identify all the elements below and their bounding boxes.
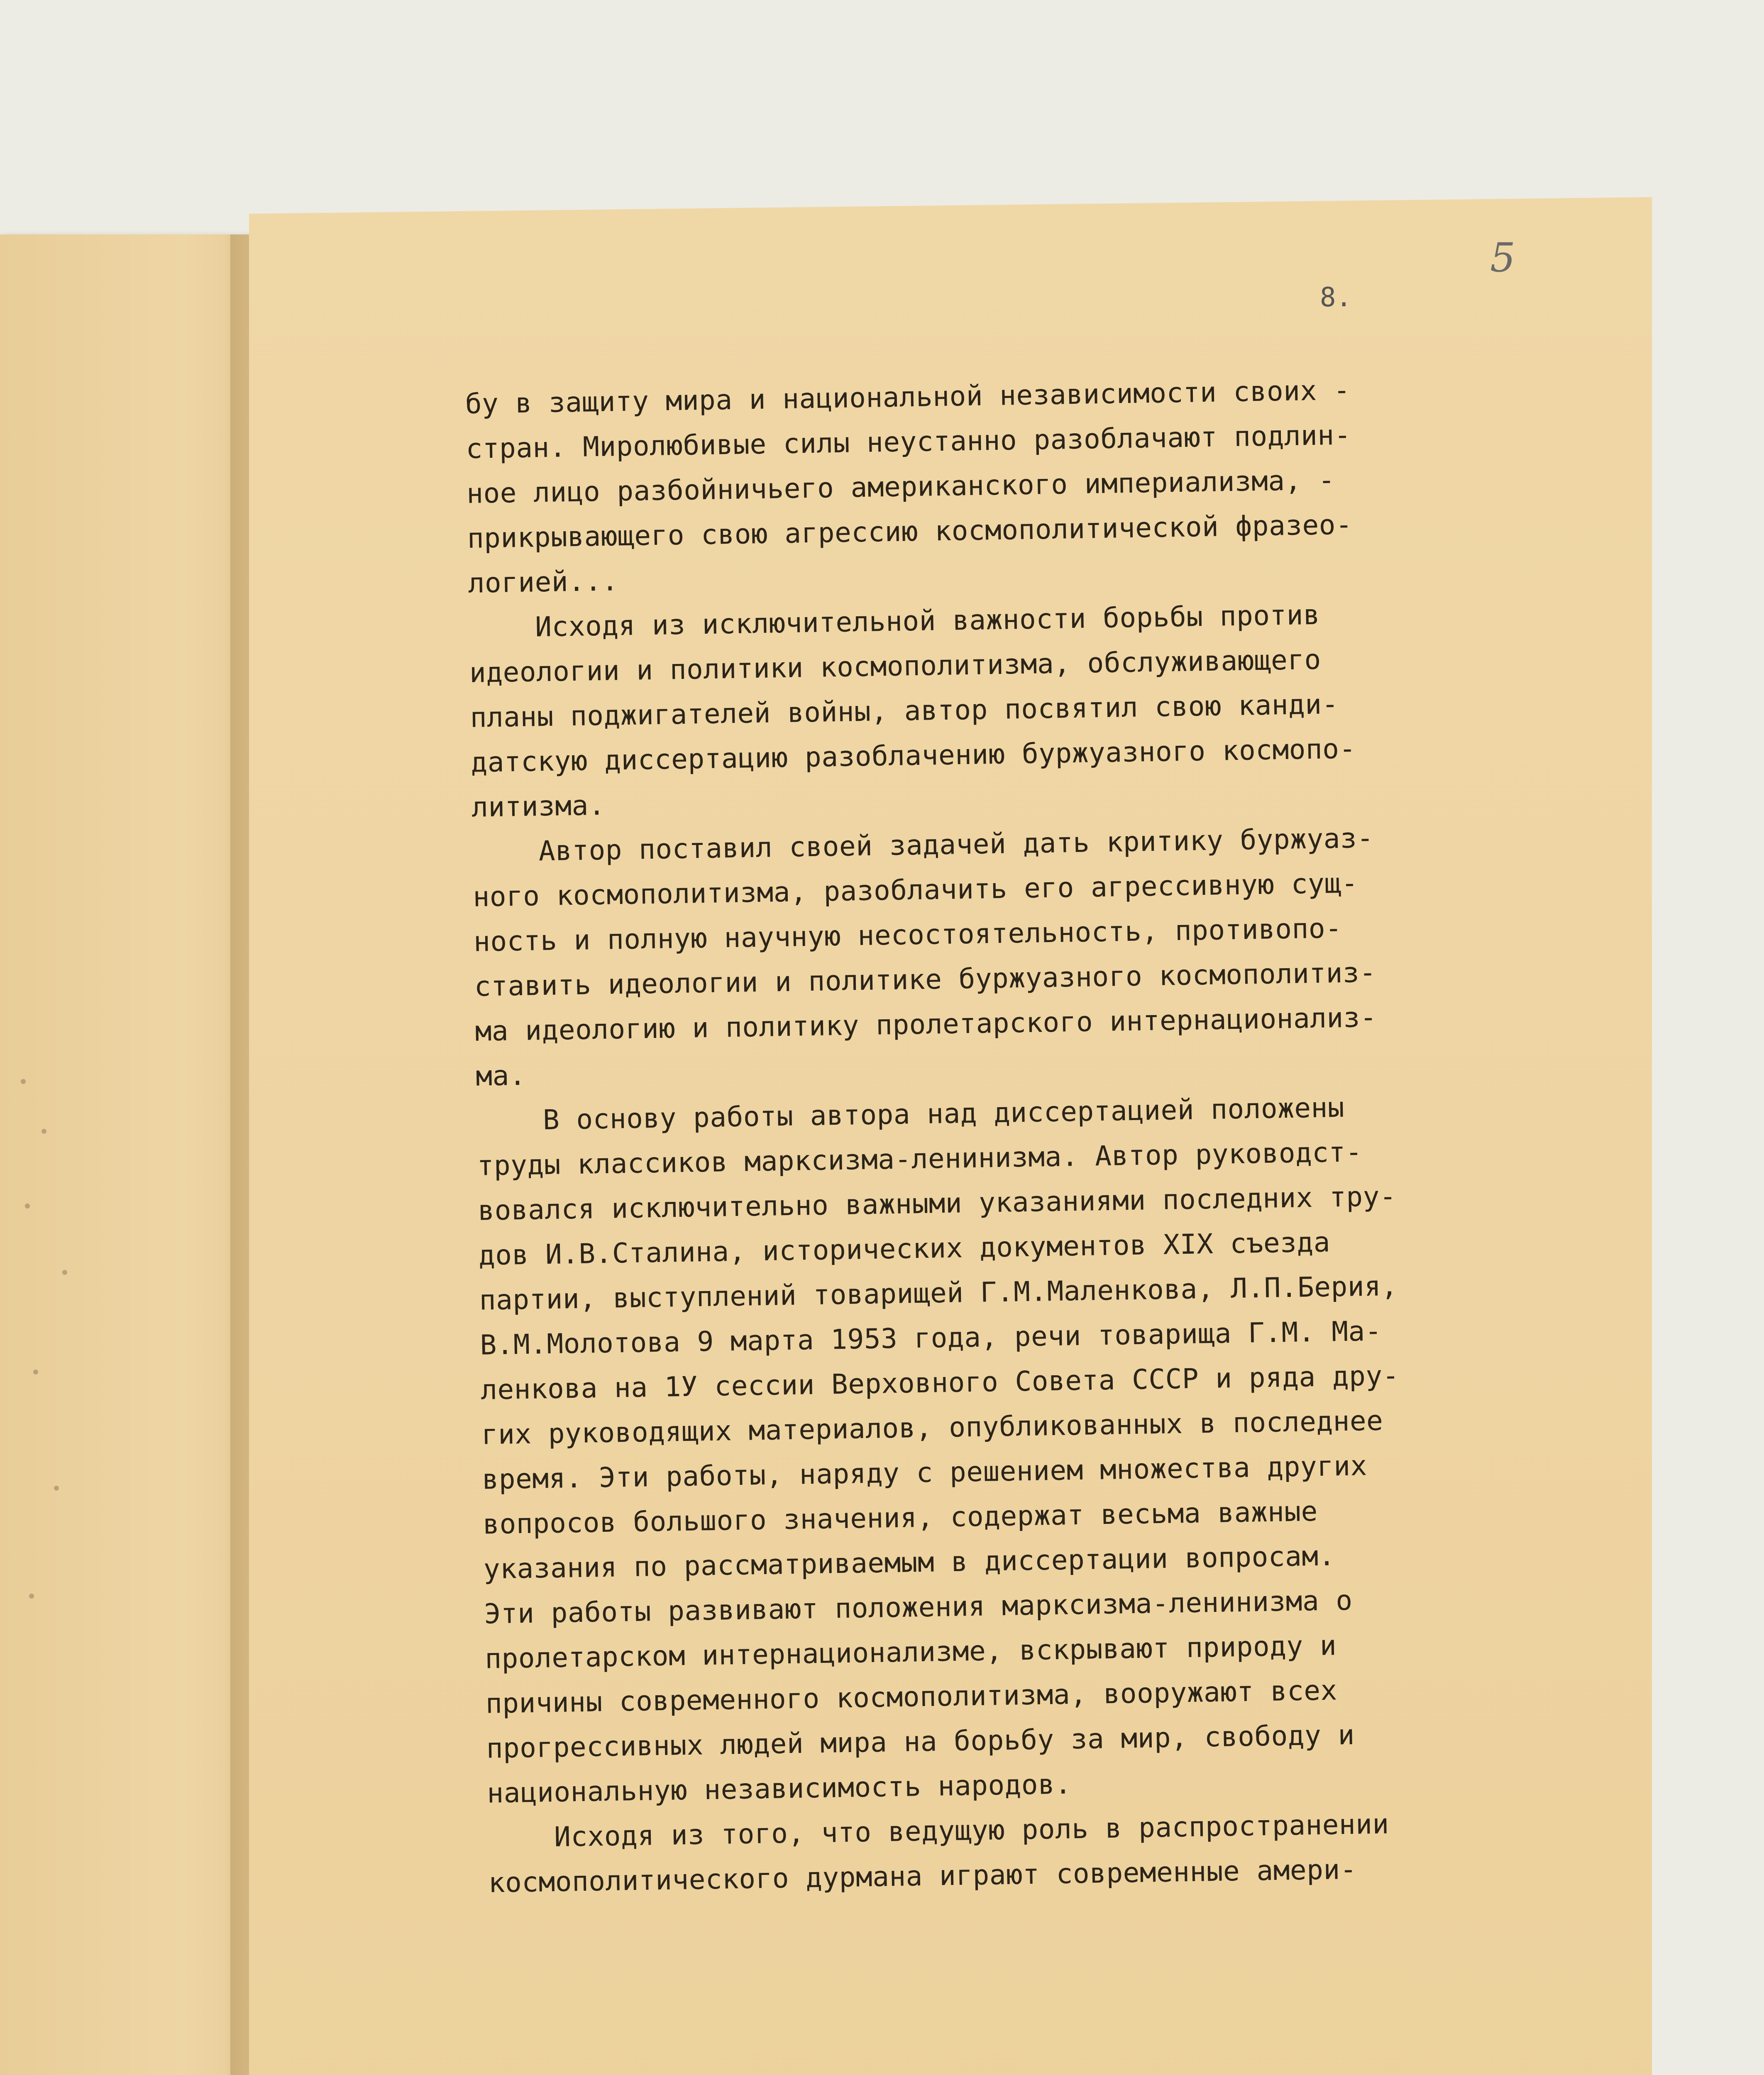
text-line: вовался исключительно важными указаниями последних тру- bbox=[477, 1180, 1397, 1227]
text-line: ность и полную научную несостоятельность, противопо- bbox=[473, 912, 1342, 958]
text-line: национальную независимость народов. bbox=[486, 1768, 1072, 1809]
text-line: планы поджигателей войны, автор посвятил свою канди- bbox=[470, 688, 1339, 734]
text-line: датскую диссертацию разоблачению буржуазного космопо- bbox=[470, 732, 1356, 779]
text-line: гих руководящих материалов, опубликованных в последнее bbox=[481, 1404, 1383, 1451]
text-line: время. Эти работы, наряду с решением множества других bbox=[481, 1450, 1368, 1496]
text-line: причины современного космополитизма, вооружают всех bbox=[485, 1674, 1338, 1720]
text-line: ставить идеологии и политике буржуазного космополитиз- bbox=[474, 956, 1376, 1003]
text-line: Эти работы развивают положения марксизма-ленинизма о bbox=[484, 1584, 1353, 1630]
folio-number: 5 bbox=[1490, 234, 1516, 281]
text-line: ного космополитизма, разоблачить его агрессивную сущ- bbox=[472, 867, 1358, 913]
typed-text-block bbox=[465, 365, 1568, 1905]
text-line: Исходя из исключительной важности борьбы против bbox=[535, 598, 1320, 643]
text-line: В.М.Молотова 9 марта 1953 года, речи товарища Г.М. Ма- bbox=[479, 1315, 1382, 1361]
left-page-bleed-marks bbox=[17, 1079, 83, 1618]
text-line: вопросов большого значения, содержат весьма важные bbox=[482, 1495, 1318, 1540]
text-line: логией... bbox=[468, 565, 619, 599]
text-line: прикрывающего свою агрессию космополитической фразео- bbox=[467, 508, 1353, 554]
text-line: ное лицо разбойничьего американского империализма, - bbox=[466, 464, 1335, 510]
text-line: космополитического дурмана играют современные амери- bbox=[488, 1853, 1357, 1899]
text-line: дов И.В.Сталина, исторических документов XIX съезда bbox=[478, 1226, 1331, 1272]
text-line: труды классиков марксизма-ленинизма. Автор руководст- bbox=[477, 1136, 1363, 1182]
text-line: В основу работы автора над диссертацией положены bbox=[542, 1091, 1345, 1136]
text-line: Исходя из того, что ведущую роль в распространении bbox=[554, 1808, 1390, 1853]
text-line: стран. Миролюбивые силы неустанно разоблачают подлин- bbox=[465, 419, 1351, 465]
typed-page-number: 8. bbox=[1320, 282, 1352, 313]
text-line: ма. bbox=[475, 1059, 526, 1092]
text-line: ма идеологию и политику пролетарского интернационализ- bbox=[474, 1001, 1377, 1047]
text-line: прогрессивных людей мира на борьбу за мир, свободу и bbox=[486, 1719, 1355, 1765]
text-line: партии, выступлений товарищей Г.М.Маленкова, Л.П.Берия, bbox=[479, 1269, 1398, 1316]
text-line: ленкова на 1У сессии Верховного Совета СССР и ряда дру- bbox=[480, 1359, 1400, 1406]
text-line: указания по рассматриваемым в диссертации вопросам. bbox=[483, 1540, 1336, 1585]
text-line: идеологии и политики космополитизма, обслуживающего bbox=[469, 643, 1322, 689]
text-line: литизма. bbox=[471, 789, 606, 823]
text-line: Автор поставил своей задачей дать критику буржуаз- bbox=[538, 822, 1374, 867]
text-line: бу в защиту мира и национальной независимости своих - bbox=[465, 374, 1351, 420]
text-line: пролетарском интернационализме, вскрывают природу и bbox=[484, 1629, 1337, 1675]
